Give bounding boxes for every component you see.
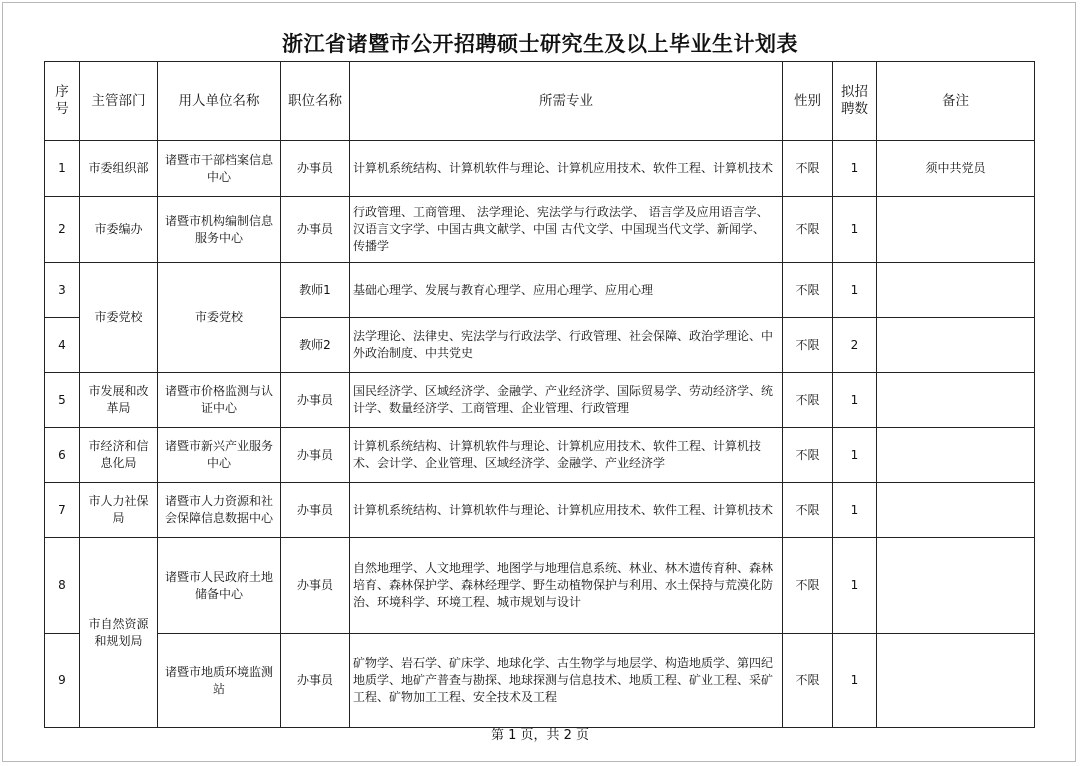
cell-seq: 4 xyxy=(45,318,80,373)
cell-count: 1 xyxy=(833,263,877,318)
cell-position: 办事员 xyxy=(281,634,350,728)
cell-major: 计算机系统结构、计算机软件与理论、计算机应用技术、软件工程、计算机技术 xyxy=(350,141,783,197)
cell-unit: 诸暨市干部档案信息中心 xyxy=(158,141,281,197)
cell-unit: 市委党校 xyxy=(158,263,281,373)
cell-gender: 不限 xyxy=(783,263,833,318)
cell-position: 办事员 xyxy=(281,141,350,197)
header-seq: 序号 xyxy=(45,62,80,141)
cell-unit: 诸暨市人民政府土地储备中心 xyxy=(158,538,281,634)
table-row xyxy=(45,428,1035,483)
cell-note xyxy=(877,483,1035,538)
cell-unit: 诸暨市新兴产业服务中心 xyxy=(158,428,281,483)
header-position: 职位名称 xyxy=(281,62,350,141)
header-major: 所需专业 xyxy=(350,62,783,141)
cell-dept: 市自然资源和规划局 xyxy=(80,538,158,728)
cell-count: 1 xyxy=(833,197,877,263)
cell-dept: 市发展和改革局 xyxy=(80,373,158,428)
cell-seq: 2 xyxy=(45,197,80,263)
cell-major: 自然地理学、人文地理学、地图学与地理信息系统、林业、林木遗传育种、森林培育、森林保护学、森林经理学、野生动植物保护与利用、水土保持与荒漠化防治、环境科学、环境工程、城市规划与设计 xyxy=(350,538,783,634)
table-row xyxy=(45,141,1035,197)
table-row xyxy=(45,263,1035,318)
cell-unit: 诸暨市机构编制信息服务中心 xyxy=(158,197,281,263)
cell-count: 1 xyxy=(833,141,877,197)
cell-position: 办事员 xyxy=(281,373,350,428)
cell-position: 办事员 xyxy=(281,197,350,263)
cell-position: 教师2 xyxy=(281,318,350,373)
cell-seq: 1 xyxy=(45,141,80,197)
header-gender: 性别 xyxy=(783,62,833,141)
cell-major: 基础心理学、发展与教育心理学、应用心理学、应用心理 xyxy=(350,263,783,318)
cell-dept: 市委党校 xyxy=(80,263,158,373)
cell-count: 1 xyxy=(833,538,877,634)
cell-gender: 不限 xyxy=(783,538,833,634)
cell-seq: 8 xyxy=(45,538,80,634)
table-row xyxy=(45,197,1035,263)
header-count: 拟招聘数 xyxy=(833,62,877,141)
page-number: 第 1 页，共 2 页 xyxy=(490,728,590,743)
cell-unit: 诸暨市人力资源和社会保障信息数据中心 xyxy=(158,483,281,538)
cell-seq: 5 xyxy=(45,373,80,428)
cell-note xyxy=(877,197,1035,263)
cell-gender: 不限 xyxy=(783,197,833,263)
cell-dept: 市经济和信息化局 xyxy=(80,428,158,483)
cell-note xyxy=(877,428,1035,483)
page-title: 浙江省诸暨市公开招聘硕士研究生及以上毕业生计划表 xyxy=(282,32,798,56)
cell-major: 行政管理、工商管理、 法学理论、宪法学与行政法学、 语言学及应用语言学、汉语言文字学、中国古典文献学、中国 古代文学、中国现当代文学、新闻学、传播学 xyxy=(350,197,783,263)
cell-gender: 不限 xyxy=(783,634,833,728)
cell-seq: 3 xyxy=(45,263,80,318)
cell-note xyxy=(877,538,1035,634)
cell-seq: 6 xyxy=(45,428,80,483)
cell-count: 1 xyxy=(833,428,877,483)
cell-dept: 市人力社保局 xyxy=(80,483,158,538)
cell-position: 办事员 xyxy=(281,538,350,634)
table-row xyxy=(45,538,1035,634)
header-unit: 用人单位名称 xyxy=(158,62,281,141)
cell-note: 须中共党员 xyxy=(877,141,1035,197)
header-row xyxy=(45,62,1035,141)
cell-major: 矿物学、岩石学、矿床学、地球化学、古生物学与地层学、构造地质学、第四纪地质学、地矿产普查与勘探、地球探测与信息技术、地质工程、矿业工程、采矿工程、矿物加工工程、安全技术及工程 xyxy=(350,634,783,728)
cell-major: 国民经济学、区域经济学、金融学、产业经济学、国际贸易学、劳动经济学、统计学、数量经济学、工商管理、企业管理、行政管理 xyxy=(350,373,783,428)
cell-major: 法学理论、法律史、宪法学与行政法学、行政管理、社会保障、政治学理论、中外政治制度、中共党史 xyxy=(350,318,783,373)
recruitment-plan-table xyxy=(44,61,1035,728)
cell-position: 办事员 xyxy=(281,428,350,483)
cell-position: 教师1 xyxy=(281,263,350,318)
cell-note xyxy=(877,634,1035,728)
cell-gender: 不限 xyxy=(783,483,833,538)
cell-note xyxy=(877,318,1035,373)
table-row xyxy=(45,483,1035,538)
cell-unit: 诸暨市价格监测与认证中心 xyxy=(158,373,281,428)
cell-seq: 7 xyxy=(45,483,80,538)
cell-count: 1 xyxy=(833,483,877,538)
cell-position: 办事员 xyxy=(281,483,350,538)
cell-note xyxy=(877,373,1035,428)
cell-dept: 市委组织部 xyxy=(80,141,158,197)
cell-seq: 9 xyxy=(45,634,80,728)
header-note: 备注 xyxy=(877,62,1035,141)
cell-gender: 不限 xyxy=(783,428,833,483)
header-dept: 主管部门 xyxy=(80,62,158,141)
cell-note xyxy=(877,263,1035,318)
cell-unit: 诸暨市地质环境监测站 xyxy=(158,634,281,728)
cell-gender: 不限 xyxy=(783,141,833,197)
cell-gender: 不限 xyxy=(783,373,833,428)
cell-gender: 不限 xyxy=(783,318,833,373)
cell-count: 2 xyxy=(833,318,877,373)
table-row xyxy=(45,634,1035,728)
table-row xyxy=(45,373,1035,428)
cell-count: 1 xyxy=(833,373,877,428)
cell-dept: 市委编办 xyxy=(80,197,158,263)
cell-major: 计算机系统结构、计算机软件与理论、计算机应用技术、软件工程、计算机技术 xyxy=(350,483,783,538)
cell-count: 1 xyxy=(833,634,877,728)
cell-major: 计算机系统结构、计算机软件与理论、计算机应用技术、软件工程、计算机技术、会计学、企业管理、区域经济学、金融学、产业经济学 xyxy=(350,428,783,483)
